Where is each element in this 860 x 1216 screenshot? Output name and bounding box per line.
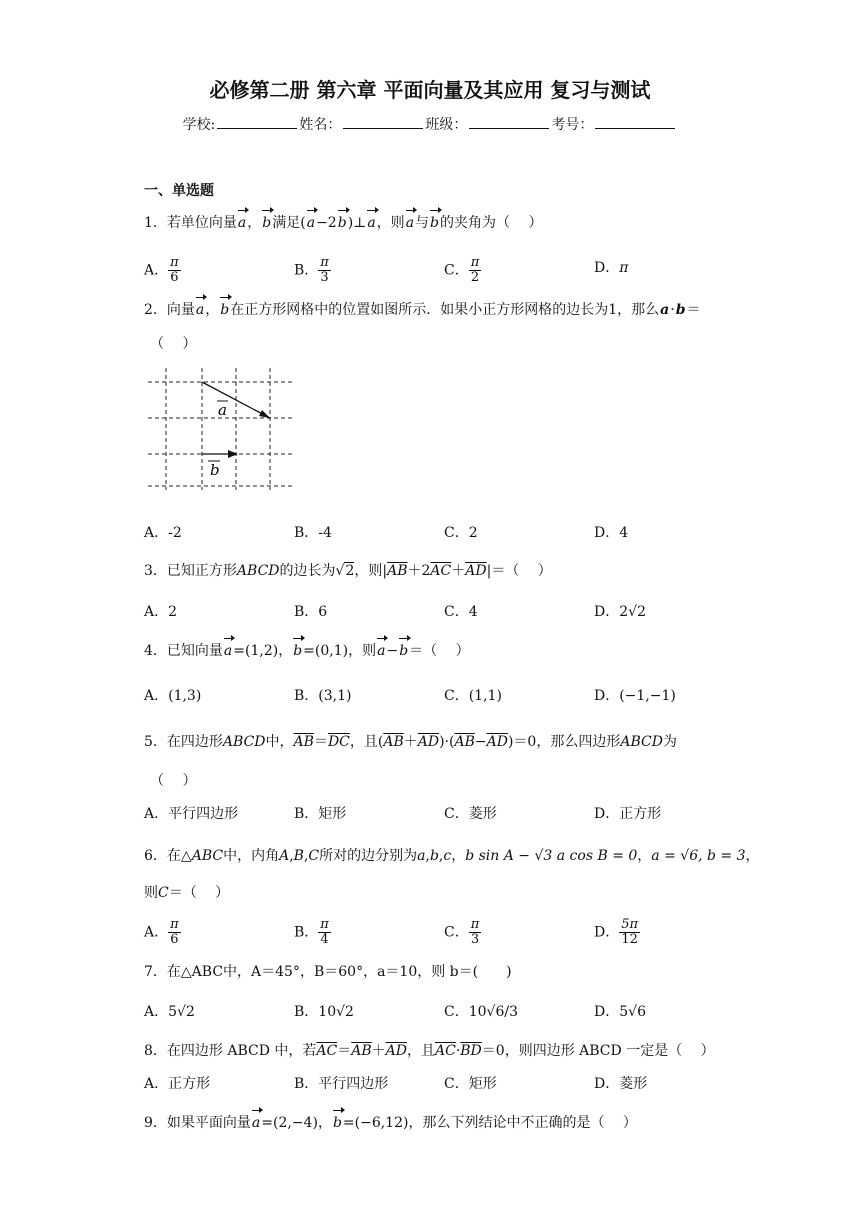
q1-text-post2: 与 [415,215,430,231]
question-1: 1．若单位向量a，b满足(a−2b)⊥a，则a与b的夹角为（ ） [144,215,543,231]
q5-option-a[interactable]: A．平行四边形 [144,806,239,822]
class-blank [469,116,549,129]
q3-option-b[interactable]: B．6 [294,604,328,620]
q8-option-c[interactable]: C．矩形 [444,1076,497,1092]
q2-option-b[interactable]: B．-4 [294,525,332,541]
q1-text-post3: 的夹角为（ ） [440,215,543,231]
q3-option-d[interactable]: D．2√2 [594,604,646,620]
q3-option-a[interactable]: A．2 [144,604,178,620]
q6-option-a[interactable]: A． $\frac{\pi}{6}$ [144,917,179,947]
q1-text: 若单位向量 [166,215,237,231]
question-4: 4．已知向量a=(1,2)，b=(0,1)，则a−b＝（ ） [144,643,470,659]
q5-option-b[interactable]: B．矩形 [294,806,347,822]
q2-option-c[interactable]: C．2 [444,525,478,541]
q6-option-d[interactable]: D． $\frac{5\pi}{12}$ [594,917,639,947]
q7-option-d[interactable]: D．5√6 [594,1004,646,1020]
q1-option-c[interactable]: C． $\frac{\pi}{2}$ [444,255,480,285]
q1-text-mid: 满足 [272,215,301,231]
q7-option-c[interactable]: C．10√6/3 [444,1004,518,1020]
q6-option-c[interactable]: C． $\frac{\pi}{3}$ [444,917,480,947]
q1-option-d[interactable]: D．π [594,260,629,276]
q2-option-d[interactable]: D．4 [594,525,629,541]
q4-option-d[interactable]: D．(−1,−1) [594,688,676,704]
q7-option-a[interactable]: A．5√2 [144,1004,195,1020]
question-6: 6．在△ABC中，内角A,B,C所对的边分别为a,b,c，b sin A − √3 a cos B = 0，a = √6, b = 3， [144,848,760,864]
q4-option-c[interactable]: C．(1,1) [444,688,502,704]
q4-option-a[interactable]: A．(1,3) [144,688,202,704]
question-8: 8．在四边形 ABCD 中，若$\overline{AC}=\overline{AB}+\overline{AD}$，且$\overline{AC}\cdot\overline{BD}=0$，则四边形 ABCD 一定是（ ） [144,1043,715,1059]
school-blank [217,116,297,129]
q1-number: 1． [144,215,167,231]
q6-option-b[interactable]: B． $\frac{\pi}{4}$ [294,917,329,947]
q1-condition: (a−2b)⊥a [300,215,376,231]
question-7: 7．在△ABC中，A＝45°，B＝60°，a＝10，则 b＝( ) [144,964,512,980]
class-label: 班级： [425,117,468,133]
q5-option-c[interactable]: C．菱形 [444,806,497,822]
vec-a: a [237,215,247,231]
q2-grid-figure [148,368,294,490]
name-label: 姓名： [299,117,342,133]
q7-option-b[interactable]: B．10√2 [294,1004,354,1020]
q8-option-a[interactable]: A．正方形 [144,1076,211,1092]
section-heading: 一、单选题 [144,183,214,199]
label-b: b [210,461,220,479]
page-title: 必修第二册 第六章 平面向量及其应用 复习与测试 [209,78,651,102]
q8-option-d[interactable]: D．菱形 [594,1076,648,1092]
q5-paren: （ ） [150,773,197,789]
q1-option-b[interactable]: B． $\frac{\pi}{3}$ [294,255,329,285]
q6-line2: 则C＝（ ） [144,885,230,901]
exam-no-blank [595,116,675,129]
question-2: 2．向量a，b在正方形网格中的位置如图所示．如果小正方形网格的边长为1，那么a·b＝ [144,302,701,318]
q5-option-d[interactable]: D．正方形 [594,806,662,822]
vec-b: b [262,215,272,231]
q2-option-a[interactable]: A．-2 [144,525,182,541]
question-5: 5．在四边形ABCD中，$\overline{AB}=\overline{DC}$，且$(\overline{AB}+\overline{AD})\cdot(\overline{AB}-\overline{AD})=0$，那么四边形ABCD为 [144,734,677,750]
question-3: 3．已知正方形ABCD的边长为√2，则$|\overline{AB}+2\overline{AC}+\overline{AD}|=$（ ） [144,563,552,579]
label-a: a [218,401,227,419]
student-info-line [0,114,860,134]
q8-option-b[interactable]: B．平行四边形 [294,1076,389,1092]
exam-no-label: 考号： [551,117,594,133]
question-9: 9．如果平面向量a=(2,−4)，b=(−6,12)，那么下列结论中不正确的是（ ） [144,1115,637,1131]
q1-option-a[interactable]: A． $\frac{\pi}{6}$ [144,255,179,285]
school-label: 学校: [182,117,216,133]
name-blank [343,116,423,129]
q2-paren: （ ） [150,336,197,352]
q4-option-b[interactable]: B．(3,1) [294,688,352,704]
q3-option-c[interactable]: C．4 [444,604,478,620]
q1-text-post: ，则 [376,215,405,231]
